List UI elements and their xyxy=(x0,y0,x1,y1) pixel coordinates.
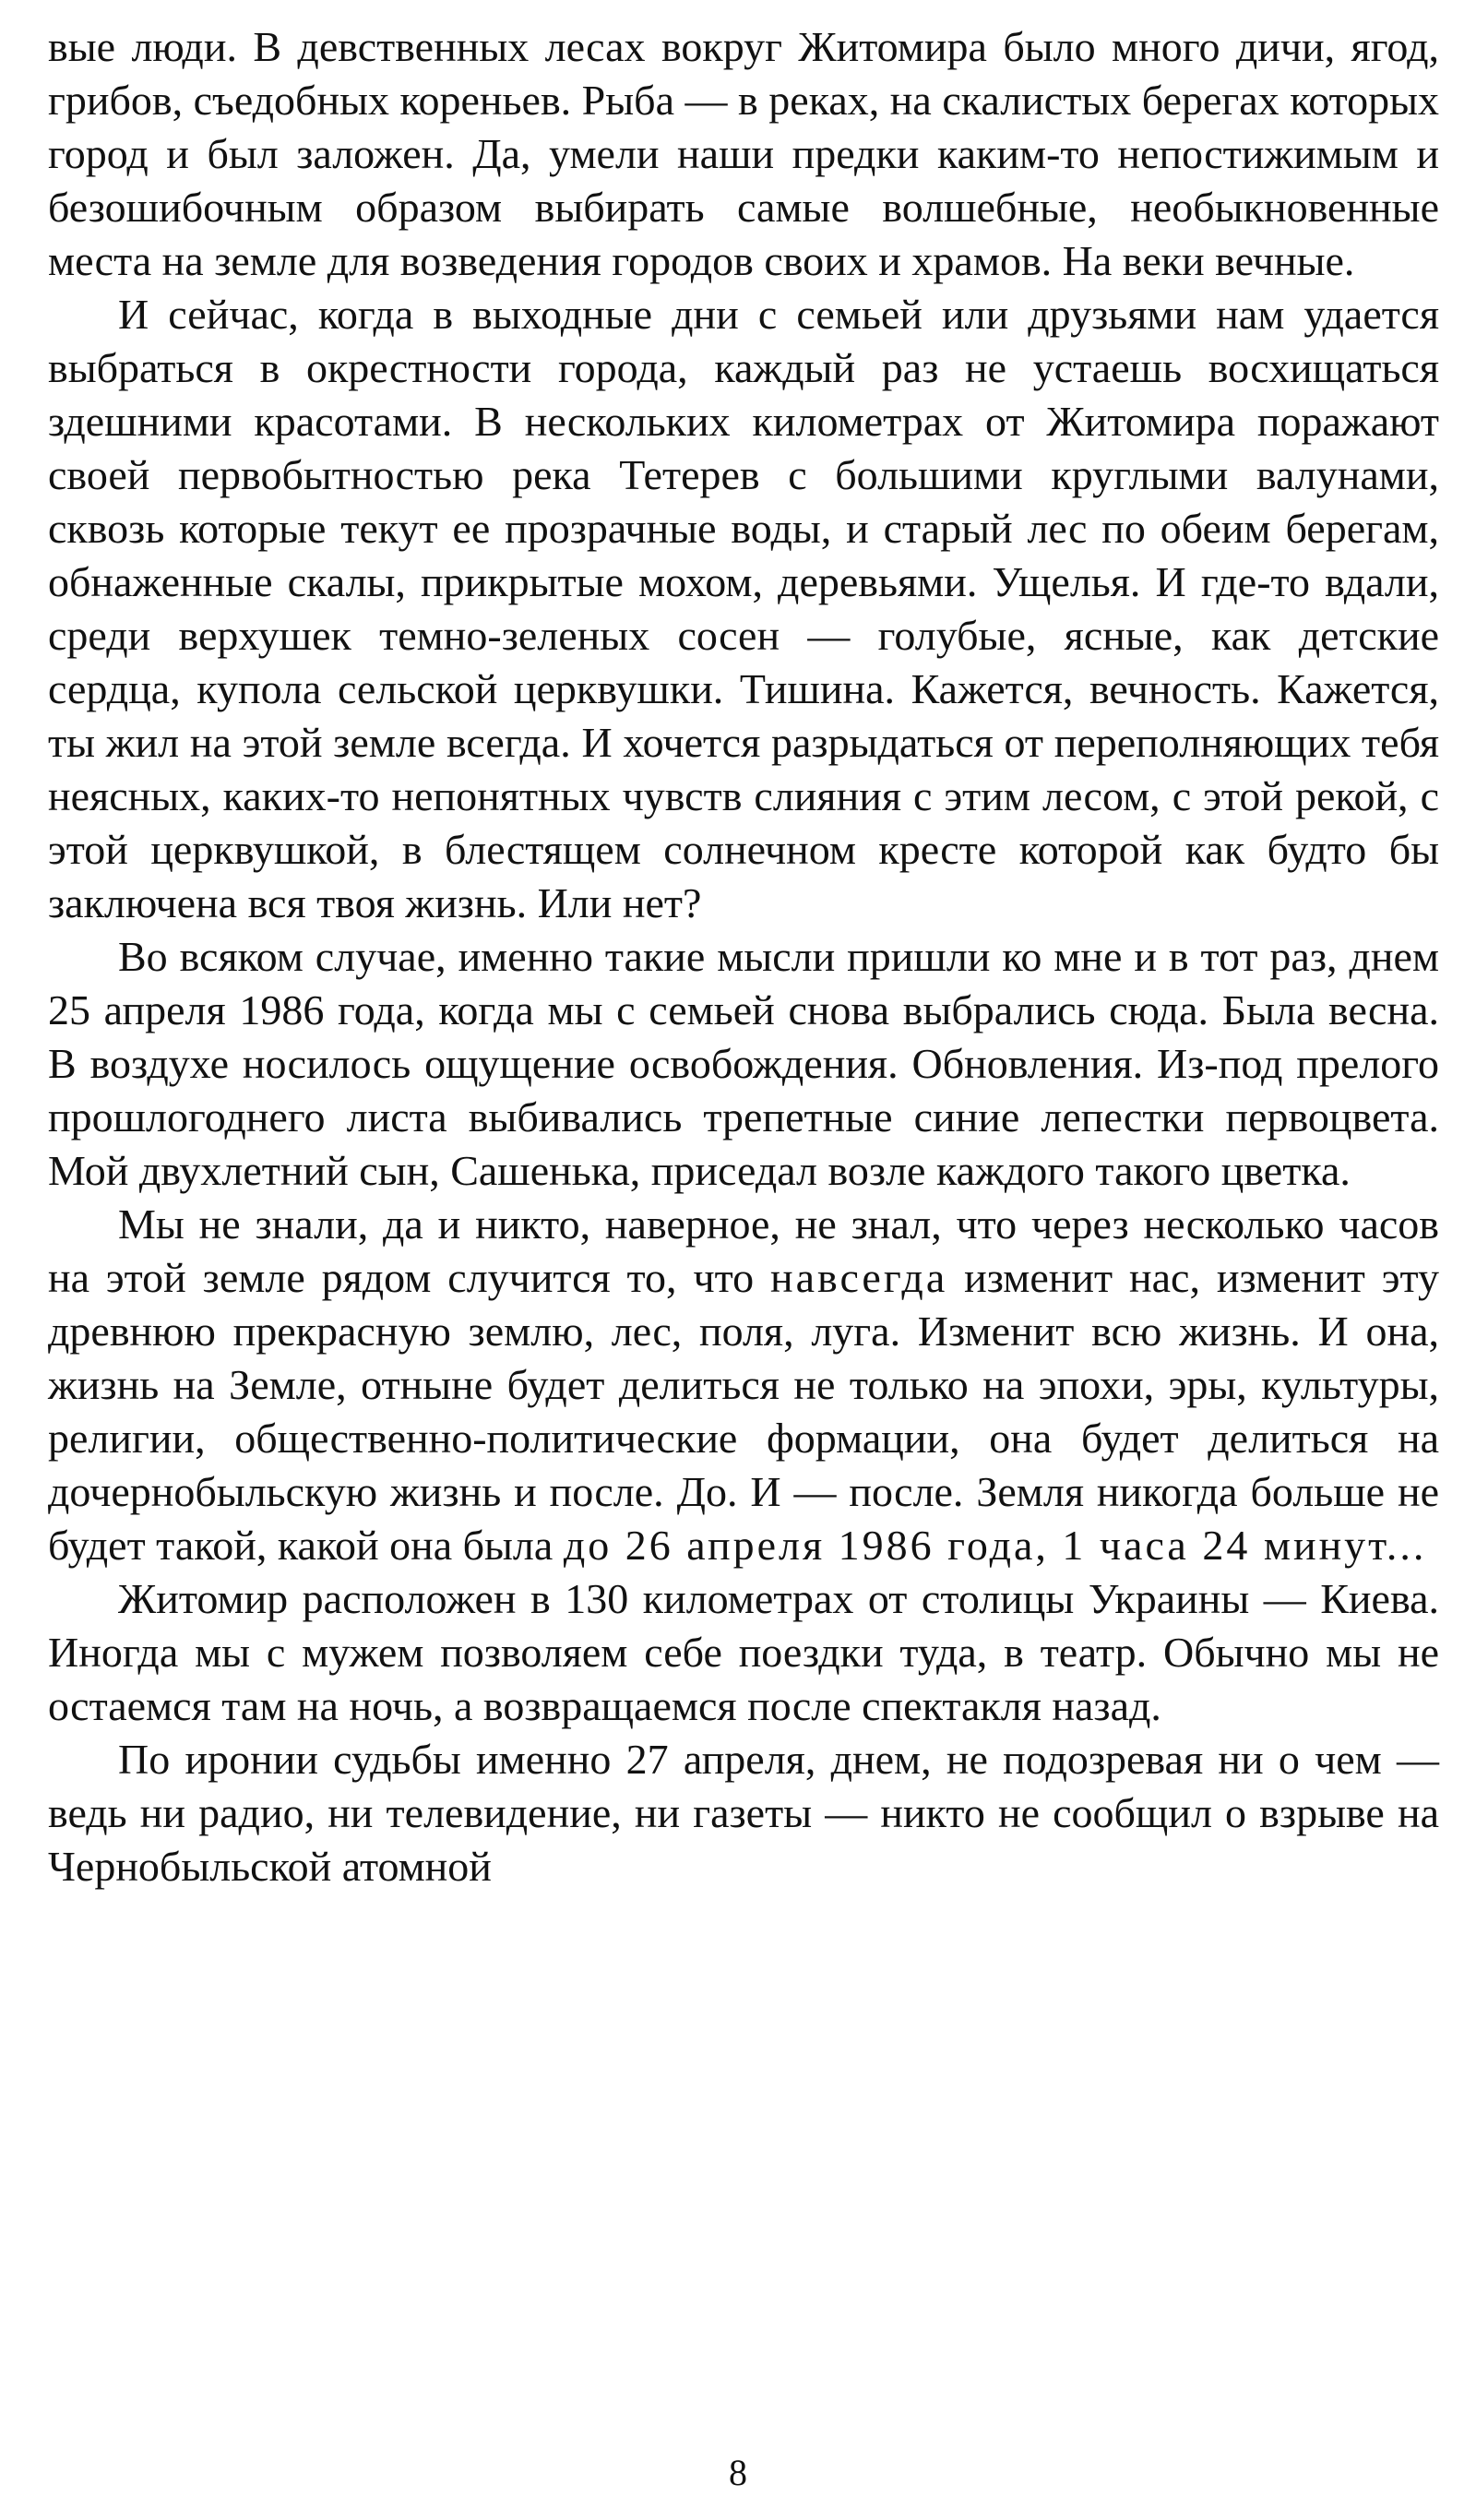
paragraph-did-not-know-middle: изменит нас, изменит эту древнюю прекрасную землю, лес, поля, луга. Изменит всю жизнь. И она, жизнь на Земле, отныне будет делиться не только на эпохи, эры, культуры, религии, общественно-политические формации, она будет делиться на дочернобыльскую жизнь и после. До. И — после. Земля никогда больше не будет такой, какой она была xyxy=(48,1254,1439,1569)
paragraph-teterev-river: И сейчас, когда в выходные дни с семьей или друзьями нам удается выбраться в окрестности города, каждый раз не устаешь восхищаться здешними красотами. В нескольких километрах от Житомира поражают своей первобытностью река Тетерев с большими круглыми валунами, сквозь которые текут ее прозрачные воды, и старый лес по обеим берегам, обнаженные скалы, прикрытые мохом, деревьями. Ущелья. И где-то вдали, среди верхушек темно-зеленых сосен — голубые, ясные, как детские сердца, купола сельской церквушки. Тишина. Кажется, вечность. Кажется, ты жил на этой земле всегда. И хочется разрыдаться от переполняющих тебя неясных, каких-то непонятных чувств слияния с этим лесом, с этой рекой, с этой церквушкой, в блестящем солнечном кресте которой как будто бы заключена вся твоя жизнь. Или нет? xyxy=(48,291,1439,926)
paragraph-april-27: По иронии судьбы именно 27 апреля, днем, не подозревая ни о чем — ведь ни радио, ни телевидение, ни газеты — никто не сообщил о взрыве на Чернобыльской атомной xyxy=(48,1736,1439,1890)
paragraph-did-not-know-start: Мы не знали, да и никто, наверное, не знал, что через несколько часов на этой земле рядом случится то, что xyxy=(48,1200,1439,1301)
paragraph-forest-ancestors: вые люди. В девственных лесах вокруг Житомира было много дичи, ягод, грибов, съедобных кореньев. Рыба — в реках, на скалистых берегах которых город и был заложен. Да, умели наши предки каким-то непостижимым и безошибочным образом выбирать самые волшебные, необыкновенные места на земле для возведения городов своих и храмов. На веки вечные. xyxy=(48,23,1439,284)
book-page-text xyxy=(48,20,1439,1893)
page-number: 8 xyxy=(729,2452,747,2493)
paragraph-did-not-know xyxy=(48,1198,1439,1572)
spaced-date-phrase: до 26 апреля 1986 года, 1 часа 24 минут... xyxy=(563,1522,1427,1569)
paragraph-zhytomyr-kiev: Житомир расположен в 130 километрах от столицы Украины — Киева. Иногда мы с мужем позволяем себе поездки туда, в театр. Обычно мы не остаемся там на ночь, а возвращаемся после спектакля назад. xyxy=(48,1575,1439,1729)
spaced-word-forever: навсегда xyxy=(769,1254,948,1301)
paragraph-april-25: Во всяком случае, именно такие мысли пришли ко мне и в тот раз, днем 25 апреля 1986 года, когда мы с семьей снова выбрались сюда. Была весна. В воздухе носилось ощущение освобождения. Обновления. Из-под прелого прошлогоднего листа выбивались трепетные синие лепестки первоцвета. Мой двухлетний сын, Сашенька, приседал возле каждого такого цветка. xyxy=(48,933,1439,1194)
